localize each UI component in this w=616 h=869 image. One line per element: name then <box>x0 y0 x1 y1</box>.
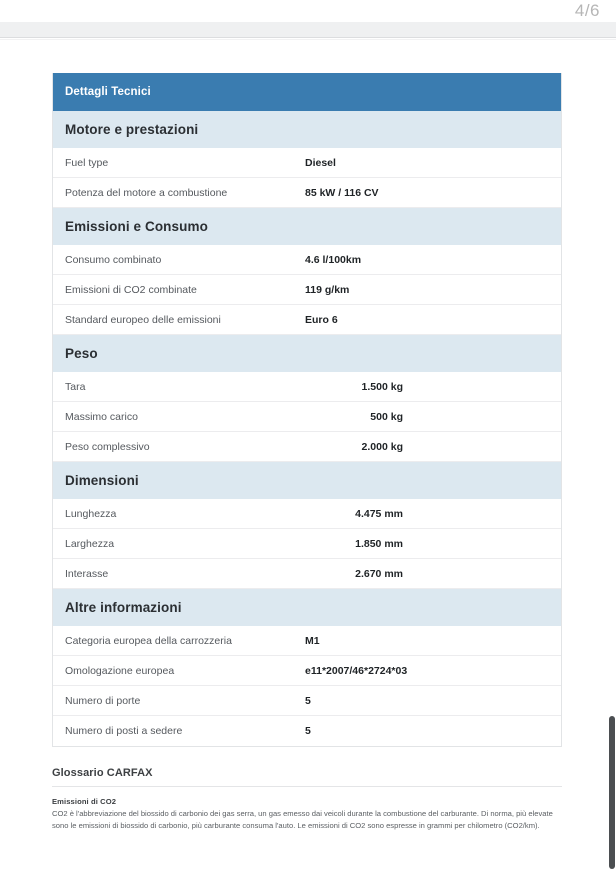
spec-value: 2.000 kg <box>361 440 403 453</box>
spec-row <box>53 372 561 402</box>
spec-value: 1.500 kg <box>361 380 403 393</box>
spec-label: Interasse <box>65 567 109 580</box>
scrollbar-thumb[interactable] <box>609 716 615 869</box>
spec-value: 5 <box>305 725 311 737</box>
spec-sections <box>53 111 561 746</box>
viewer-toolbar-band <box>0 22 616 38</box>
spec-row <box>53 656 561 686</box>
viewer-top-strip <box>0 0 616 22</box>
spec-label: Numero di porte <box>65 694 141 707</box>
spec-row <box>53 686 561 716</box>
spec-row <box>53 148 561 178</box>
spec-label: Fuel type <box>65 156 109 169</box>
spec-value: 1.850 mm <box>355 537 403 550</box>
spec-value: 500 kg <box>370 410 403 423</box>
glossary-term: Emissioni di CO2 <box>52 797 117 806</box>
spec-value: 119 g/km <box>305 283 350 296</box>
spec-value: Euro 6 <box>305 313 338 326</box>
spec-row <box>53 529 561 559</box>
spec-value: 5 <box>305 694 311 707</box>
spec-label: Omologazione europea <box>65 664 175 677</box>
spec-row <box>53 178 561 208</box>
spec-value: M1 <box>305 634 320 647</box>
spec-label: Massimo carico <box>65 410 138 423</box>
spec-label: Standard europeo delle emissioni <box>65 313 221 326</box>
spec-row <box>53 275 561 305</box>
spec-value: 4.475 mm <box>355 507 403 520</box>
spec-row <box>53 559 561 589</box>
spec-row <box>53 305 561 335</box>
spec-label: Tara <box>65 380 86 393</box>
spec-label: Numero di posti a sedere <box>65 725 183 737</box>
spec-value: 2.670 mm <box>355 567 403 580</box>
spec-label: Consumo combinato <box>65 253 162 266</box>
spec-value: Diesel <box>305 156 336 169</box>
spec-value: 4.6 l/100km <box>305 253 362 266</box>
section-heading: Peso <box>53 335 561 372</box>
spec-label: Lunghezza <box>65 507 117 520</box>
section-heading: Motore e prestazioni <box>53 111 561 148</box>
section-heading: Dimensioni <box>53 462 561 499</box>
spec-row <box>53 499 561 529</box>
glossary-body: CO2 è l'abbreviazione del biossido di carbonio dei gas serra, un gas emesso dai veicoli durante la combustione del carburante. Di norma, più elevate sono le emissioni di biossido di carbonio, più carburante consuma l'auto. Le emissioni di CO2 sono espresse in grammi per chilometro (CO2/km). <box>52 809 553 830</box>
spec-value: 85 kW / 116 CV <box>305 186 379 199</box>
spec-row <box>53 716 561 746</box>
spec-value: e11*2007/46*2724*03 <box>305 664 408 677</box>
card-title: Dettagli Tecnici <box>53 73 561 111</box>
page-counter: 4/6 <box>574 1 600 20</box>
technical-details-card <box>52 73 562 747</box>
glossary-title: Glossario CARFAX <box>52 767 562 787</box>
spec-label: Categoria europea della carrozzeria <box>65 634 232 647</box>
section-heading: Emissioni e Consumo <box>53 208 561 245</box>
spec-row <box>53 626 561 656</box>
spec-row <box>53 432 561 462</box>
spec-label: Larghezza <box>65 537 115 550</box>
spec-label: Emissioni di CO2 combinate <box>65 283 197 296</box>
page-scrollbar[interactable] <box>609 40 616 869</box>
spec-label: Potenza del motore a combustione <box>65 186 228 199</box>
spec-row <box>53 402 561 432</box>
spec-row <box>53 245 561 275</box>
section-heading: Altre informazioni <box>53 589 561 626</box>
spec-label: Peso complessivo <box>65 440 150 453</box>
document-page <box>0 40 616 869</box>
glossary-block <box>52 767 562 832</box>
